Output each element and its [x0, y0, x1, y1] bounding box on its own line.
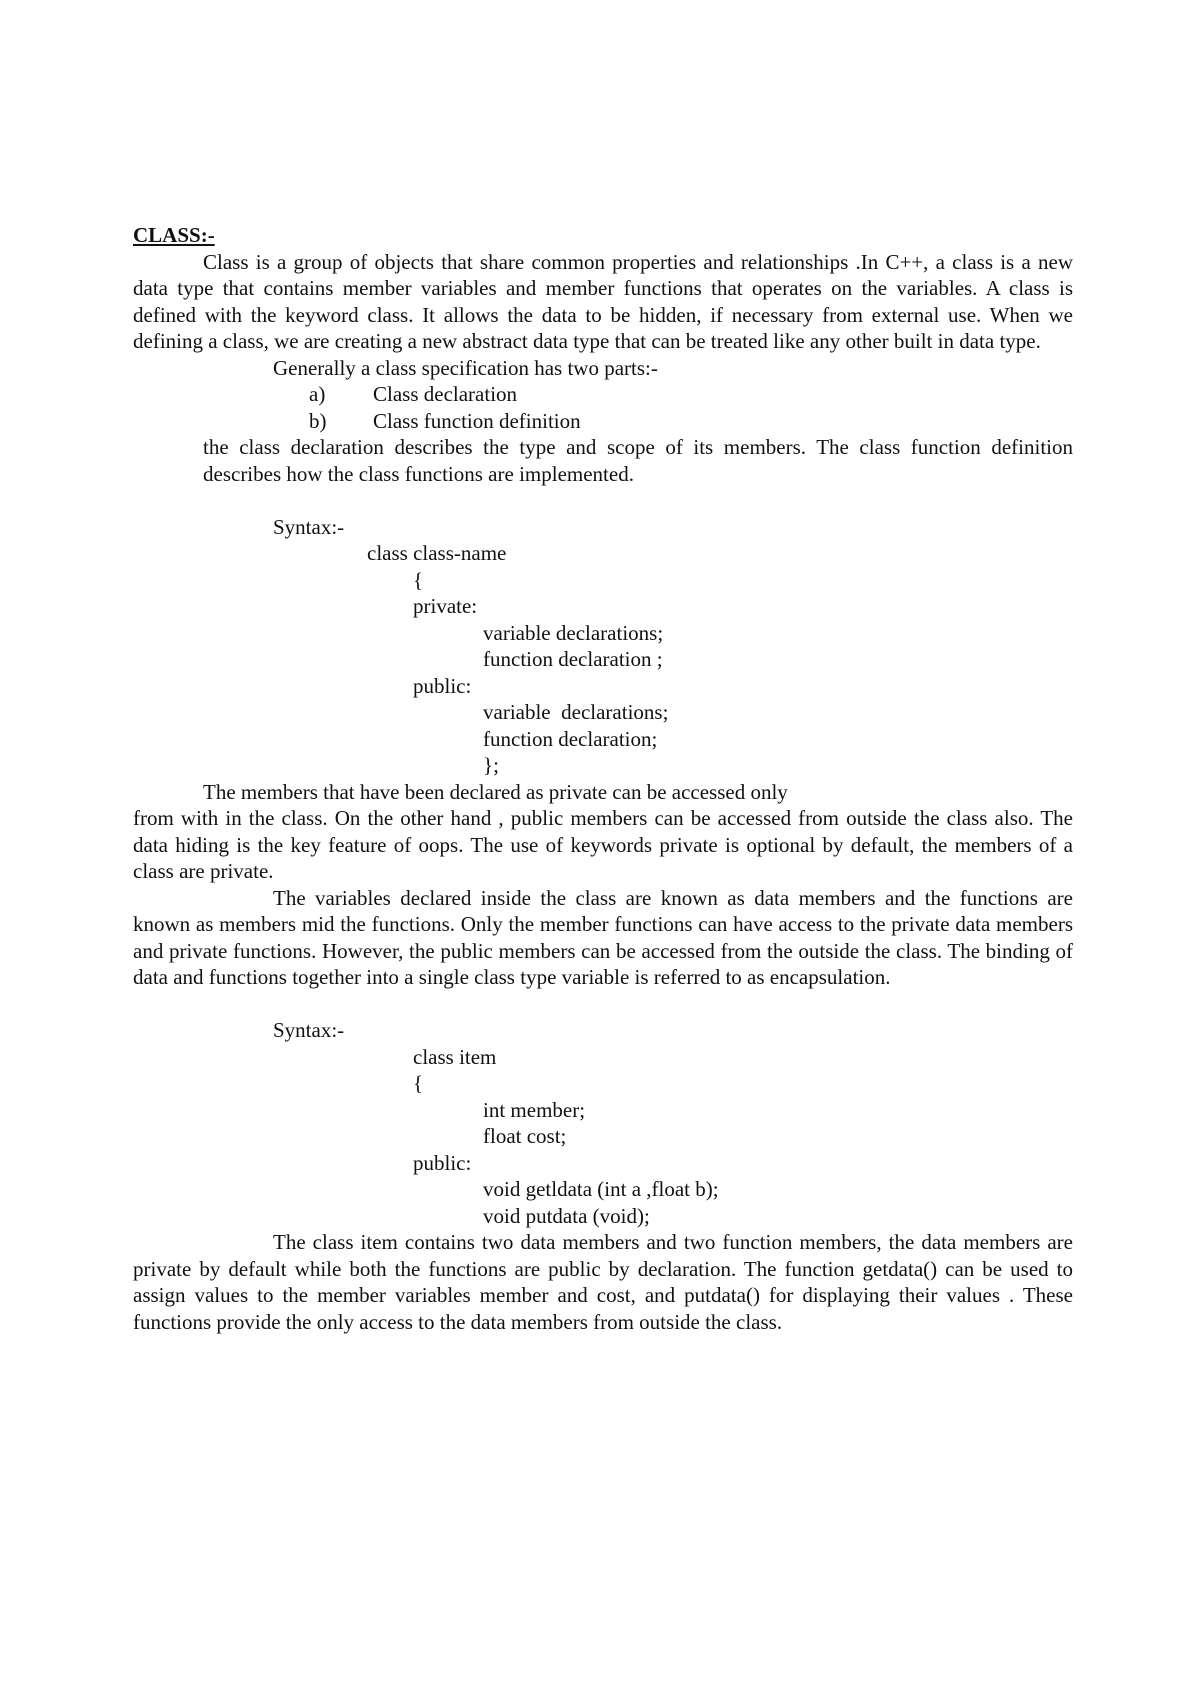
paragraph-class-definition: Class is a group of objects that share common properties and relationships .In C++, a class is a new data type that contains member variables and member functions that operates on the variables. A class is defined with the keyword class. It allows the data to be hidden, if necessary from external use. When we defining a class, we are creating a new abstract data type that can be treated like any other built in data type.: [133, 249, 1073, 353]
list-item-text: Class function definition: [373, 408, 581, 433]
paragraph-data-members: The variables declared inside the class are known as data members and the functions are known as members mid the functions. Only the member functions can have access to the private data members and private functions. However, the public members can be accessed from the outside the class. The binding of data and functions together into a single class type variable is referred to as encapsulation.: [133, 885, 1073, 989]
code-line: variable declarations;: [483, 620, 664, 645]
list-item-text: Class declaration: [373, 382, 518, 406]
code-line: function declaration ;: [483, 647, 663, 671]
code-line: {: [413, 567, 424, 592]
code-line: float cost;: [483, 1124, 567, 1148]
syntax-label: Syntax:-: [273, 1018, 345, 1042]
paragraph-declaration-description: the class declaration describes the type and scope of its members. The class function definition describes how the class functions are implemented.: [203, 435, 1073, 486]
syntax-label: Syntax:-: [273, 514, 345, 539]
document-body: [133, 222, 1073, 1335]
spacer: [133, 991, 1073, 1018]
list-item: [133, 381, 1073, 408]
list-item: [133, 408, 1073, 435]
parts-intro: Generally a class specification has two parts:-: [273, 355, 658, 380]
paragraph-class-item-description: The class item contains two data members and two function members, the data members are private by default while both the functions are public by declaration. The function getdata() can be used to assign values to the member variables member and cost, and putdata() for displaying their values . These functions provide the only access to the data members from outside the class.: [133, 1230, 1073, 1334]
spacer: [133, 487, 1073, 514]
section-heading: CLASS:-: [133, 223, 215, 247]
list-marker: b): [309, 408, 327, 433]
code-line: {: [413, 1071, 424, 1095]
list-marker: a): [309, 382, 326, 406]
code-line: variable declarations;: [483, 700, 669, 724]
code-line: void getldata (int a ,float b);: [483, 1177, 719, 1201]
code-line: private:: [413, 594, 478, 618]
code-line: public:: [413, 1150, 472, 1175]
code-line: void putdata (void);: [483, 1203, 650, 1228]
code-line: class item: [413, 1044, 497, 1069]
paragraph-private-members-first-line: The members that have been declared as private can be accessed only: [203, 779, 788, 804]
code-line: public:: [413, 673, 472, 698]
code-line: int member;: [483, 1097, 586, 1122]
paragraph-private-members: from with in the class. On the other hand , public members can be accessed from outside the class also. The data hiding is the key feature of oops. The use of keywords private is optional by default, the members of a class are private.: [133, 806, 1073, 883]
code-line: };: [483, 753, 499, 777]
code-line: class class-name: [367, 541, 507, 565]
syntax-block-2: [133, 1017, 1073, 1229]
syntax-block-1: [133, 514, 1073, 779]
code-line: function declaration;: [483, 726, 658, 751]
